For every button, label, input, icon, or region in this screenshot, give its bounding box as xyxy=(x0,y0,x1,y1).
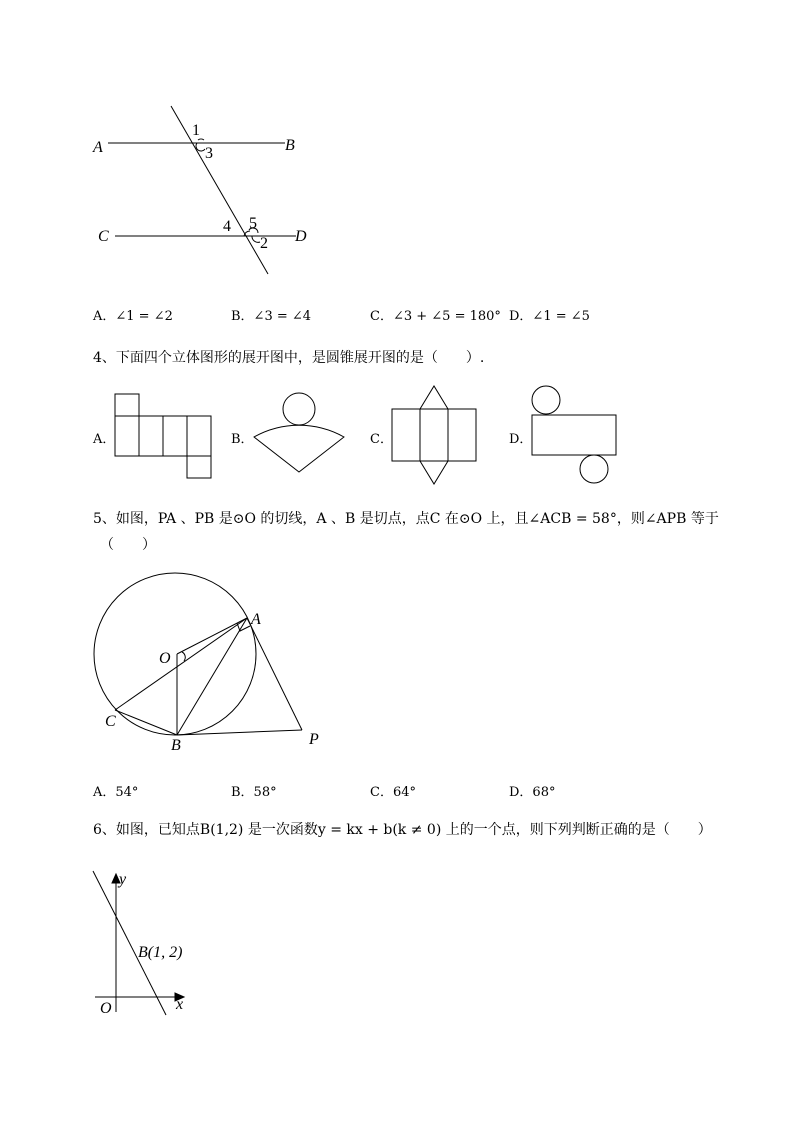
function-line xyxy=(93,871,166,1015)
q6-label-y: y xyxy=(119,871,127,888)
label-angle-4: 4 xyxy=(223,218,231,235)
q3-parallel-lines-figure xyxy=(0,0,794,300)
q6-label-o: O xyxy=(100,1000,112,1017)
q5-option-c: C．64° xyxy=(370,785,416,800)
q4-option-b-label: B． xyxy=(231,432,254,447)
label-angle-3: 3 xyxy=(205,145,213,162)
q5-question-stem-line1: 5、如图，PA 、PB 是⊙O 的切线，A 、B 是切点，点C 在⊙O 上，且∠ACB = 58°，则∠APB 等于 xyxy=(93,511,719,527)
angle-arc-2 xyxy=(252,236,260,242)
q4-question-stem: 4、下面四个立体图形的展开图中，是圆锥展开图的是（ ）. xyxy=(93,350,485,366)
q3-option-b: B．∠3 = ∠4 xyxy=(231,309,312,324)
label-b: B xyxy=(285,137,295,154)
q6-question-stem: 6、如图，已知点B(1,2) 是一次函数y = kx + b(k ≠ 0) 上的一个点，则下列判断正确的是（ ） xyxy=(93,822,712,838)
q5-circle-tangent-figure xyxy=(0,560,794,760)
q5-label-p: P xyxy=(309,731,319,748)
q3-option-a: A．∠1 = ∠2 xyxy=(93,309,173,324)
q5-option-d: D．68° xyxy=(509,785,556,800)
angle-arc-3 xyxy=(196,143,205,151)
q4-net-d-cylinder xyxy=(532,386,616,483)
q5-label-c: C xyxy=(105,713,116,730)
q4-net-figures xyxy=(0,380,794,490)
q4-option-c-label: C． xyxy=(370,432,393,447)
q4-net-a xyxy=(115,394,211,478)
q4-net-b-cone xyxy=(254,393,344,472)
q5-question-stem-line2: （ ） xyxy=(100,537,156,553)
q6-label-x: x xyxy=(176,996,184,1013)
q4-option-a-label: A． xyxy=(93,432,116,447)
q3-option-c: C．∠3 + ∠5 = 180° xyxy=(370,309,501,324)
q6-linear-function-figure xyxy=(0,860,794,1030)
q4-option-d-label: D． xyxy=(509,432,533,447)
angle-arc-1 xyxy=(198,139,204,140)
q5-label-b: B xyxy=(171,737,181,754)
q3-option-d: D．∠1 = ∠5 xyxy=(509,309,590,324)
q5-label-o: O xyxy=(159,650,171,667)
q5-label-a: A xyxy=(251,611,261,628)
q4-net-c-prism xyxy=(392,386,476,484)
label-angle-5: 5 xyxy=(249,215,257,232)
q5-option-a: A．54° xyxy=(93,785,139,800)
label-angle-2: 2 xyxy=(260,235,268,252)
transversal xyxy=(171,106,268,274)
label-a: A xyxy=(93,139,103,156)
label-d: D xyxy=(295,228,307,245)
q6-label-b: B(1, 2) xyxy=(138,944,183,961)
label-c: C xyxy=(98,228,109,245)
label-angle-1: 1 xyxy=(192,122,200,139)
q5-option-b: B．58° xyxy=(231,785,277,800)
